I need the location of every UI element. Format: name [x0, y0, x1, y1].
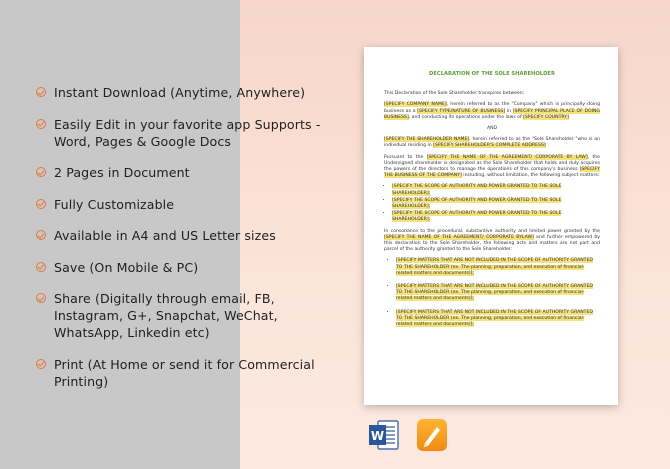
- placeholder-field: [SPECIFY TYPE/NATURE OF BUSINESS]: [417, 108, 506, 114]
- list-item: [392, 198, 600, 210]
- and-separator: AND: [486, 126, 498, 132]
- feature-label: 2 Pages in Document: [54, 165, 190, 180]
- placeholder-field: [SPECIFY SHAREHOLDER'S COMPLETE ADDRESS]: [433, 143, 546, 149]
- placeholder-field: [SPECIFY PRINCIPAL PLACE OF DOING BUSINESS]: [384, 108, 600, 120]
- pages-icon: [416, 418, 448, 452]
- list-item: [396, 258, 600, 277]
- feature-list: [36, 84, 336, 404]
- shareholder-paragraph: [384, 137, 600, 149]
- check-circle-icon: [36, 230, 46, 240]
- list-item: [392, 211, 600, 223]
- excluded-matters-list: [384, 258, 600, 328]
- word-letter: W: [370, 429, 385, 443]
- paragraph-text: in: [505, 108, 513, 114]
- feature-label: Print (At Home or send it for Commercial Printing): [54, 356, 315, 389]
- feature-label: Available in A4 and US Letter sizes: [54, 228, 276, 243]
- placeholder-field: [SPECIFY THE NAME OF THE AGREEMENT/ CORPORATE BY LAW]: [426, 154, 588, 160]
- feature-item: [36, 227, 336, 244]
- check-circle-icon: [36, 359, 46, 369]
- feature-label: Share (Digitally through email, FB, Instagram, G+, Snapchat, WeChat, WhatsApp, Linkedin etc): [54, 291, 278, 340]
- paragraph-text: , the Undersigned shareholder is designated as the Sole Shareholder that holds and duly acquires the powers of the directors to manage the operations of this company's business: [384, 154, 600, 173]
- feature-label: Instant Download (Anytime, Anywhere): [54, 85, 306, 100]
- paragraph-text: , herein referred to as the "Company" which is principally doing business as a: [384, 102, 600, 114]
- check-circle-icon: [36, 293, 46, 303]
- placeholder-field: [SPECIFY MATTERS THAT ARE NOT INCLUDED IN THE SCOPE OF AUTHORITY GRANTED TO THE SHAREHOLDER (ex. The planning, preparation, and execution of financial-related matters and documents)];: [396, 309, 593, 328]
- placeholder-field: [SPECIFY MATTERS THAT ARE NOT INCLUDED IN THE SCOPE OF AUTHORITY GRANTED TO THE SHAREHOLDER (ex. The planning, preparation, and execution of financial-related matters and documents)];: [396, 284, 593, 302]
- document-intro: This Declaration of the Sole Shareholder transpires between:: [384, 91, 525, 97]
- consonance-paragraph: [384, 229, 600, 254]
- document-preview: [364, 47, 618, 405]
- placeholder-field: [SPECIFY COUNTRY]: [523, 114, 569, 120]
- paragraph-text: Pursuant to the: [384, 154, 427, 160]
- feature-label: Fully Customizable: [54, 196, 175, 212]
- feature-item: [36, 290, 336, 341]
- check-circle-icon: [36, 199, 46, 209]
- check-circle-icon: [36, 87, 46, 97]
- placeholder-field: [SPECIFY THE SCOPE OF AUTHORITY AND POWER GRANTED TO THE SOLE SHAREHOLDER];: [392, 197, 562, 210]
- scope-list: [384, 184, 600, 223]
- list-item: [392, 184, 600, 196]
- paragraph-text: In consonance to the procedural, substantive authority and limited power granted by the: [384, 228, 600, 234]
- list-item: [396, 284, 600, 303]
- company-paragraph: [384, 102, 600, 121]
- paragraph-text: and further empowered by this declaration to the Sole Shareholder, the following acts and matters are not part and parcel of the authority granted to the Sole Shareholder:: [384, 234, 600, 253]
- feature-label: Save (On Mobile & PC): [54, 259, 199, 275]
- feature-item: [36, 196, 336, 213]
- feature-item: [36, 84, 336, 101]
- placeholder-field: [SPECIFY THE NAME OF THE AGREEMENT/ CORPORATE BYLAW]: [384, 234, 534, 240]
- check-circle-icon: [36, 167, 46, 177]
- feature-item: [36, 164, 336, 181]
- placeholder-field: [SPECIFY THE SCOPE OF AUTHORITY AND POWER GRANTED TO THE SOLE SHAREHOLDER];: [392, 184, 562, 196]
- list-item: [396, 310, 600, 329]
- check-circle-icon: [36, 119, 46, 129]
- feature-label: Easily Edit in your favorite app Supports - Word, Pages & Google Docs: [54, 116, 321, 149]
- feature-item: [36, 356, 336, 390]
- placeholder-field: [SPECIFY THE BUSINESS OF THE COMPANY]: [384, 167, 600, 179]
- placeholder-field: [SPECIFY COMPANY NAME]: [384, 102, 447, 108]
- feature-item: [36, 116, 336, 150]
- pursuant-paragraph: [384, 155, 600, 180]
- paragraph-text: , and conducting its operations under the laws of: [408, 114, 524, 120]
- check-circle-icon: [36, 262, 46, 272]
- placeholder-field: [SPECIFY THE SCOPE OF AUTHORITY AND POWER GRANTED TO THE SOLE SHAREHOLDER];: [392, 211, 562, 223]
- word-icon-graphic: [368, 418, 400, 452]
- pages-icon-graphic: [416, 418, 448, 452]
- document-title: DECLARATION OF THE SOLE SHAREHOLDER: [429, 71, 555, 77]
- placeholder-field: [SPECIFY THE SHAREHOLDER NAME]: [384, 137, 470, 143]
- placeholder-field: [SPECIFY MATTERS THAT ARE NOT INCLUDED IN THE SCOPE OF AUTHORITY GRANTED TO THE SHAREHOLDER (ex. The planning, preparation, and execution of financial-related matters and documents)];: [396, 258, 593, 276]
- paragraph-text: , herein referred to as the "Sole Shareholder "who is an individual residing in: [384, 137, 601, 149]
- paragraph-text: including, without limitation, the following subject matters:: [461, 173, 600, 179]
- feature-item: [36, 259, 336, 276]
- word-icon: [368, 418, 400, 452]
